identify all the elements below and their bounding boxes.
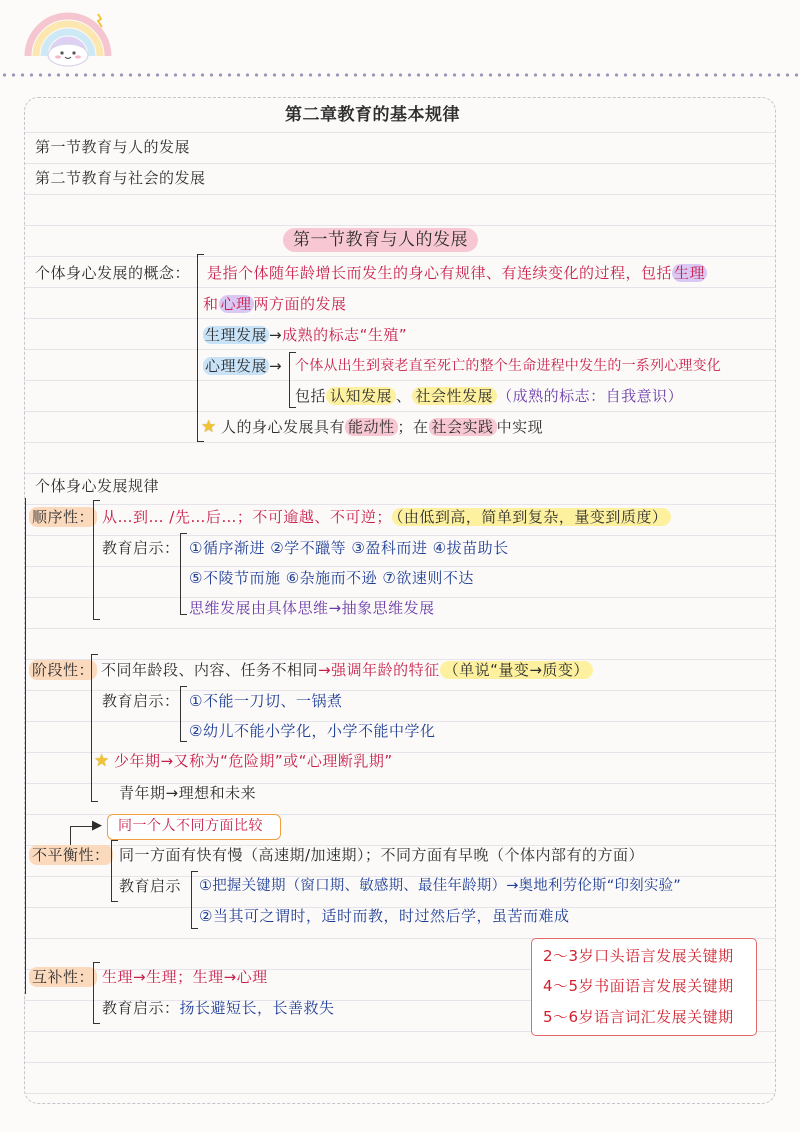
laws-heading: 个体身心发展规律 xyxy=(35,477,160,495)
stage-text: 不同年龄段、内容、任务不相同 xyxy=(101,661,319,679)
imbalance-callout-text: 同一个人不同方面比较 xyxy=(118,818,263,834)
sequential-edu-label: 教育启示： xyxy=(102,539,180,557)
page-title: 第二章教育的基本规律 xyxy=(285,105,460,125)
arrow: → xyxy=(269,326,283,344)
highlight-agency: 能动性 xyxy=(345,418,398,436)
sequential-edu-row2: ⑤不陵节而施 ⑥杂施而不逊 ⑦欲速则不达 xyxy=(189,569,474,587)
concept-line2-a: 和 xyxy=(203,295,219,313)
sequential-row xyxy=(102,507,671,527)
sequential-label: 顺序性： xyxy=(29,507,97,527)
sequential-edu-row3: 思维发展由具体思维→抽象思维发展 xyxy=(189,599,435,617)
sequential-bracket xyxy=(93,500,100,620)
stage-note: （单说“量变→质变） xyxy=(440,661,593,679)
highlight-social-practice: 社会实践 xyxy=(429,418,497,436)
critical-period-item: 4～5岁书面语言发展关键期 xyxy=(543,977,734,995)
highlight-psychology: 心理 xyxy=(220,295,252,313)
complementary-text: 生理→生理；生理→心理 xyxy=(102,968,268,986)
psych-line1: 个体从出生到衰老直至死亡的整个生命进程中发生的一系列心理变化 xyxy=(295,358,721,374)
toc-item: 第二节教育与社会的发展 xyxy=(35,169,206,187)
critical-period-item: 5～6岁语言词汇发展关键期 xyxy=(543,1008,734,1026)
callout-arrow: ▶ xyxy=(92,818,103,833)
maturity-note: （成熟的标志：自我意识） xyxy=(497,387,684,405)
complementary-bracket xyxy=(93,962,100,1024)
toc-item: 第一节教育与人的发展 xyxy=(35,138,191,156)
stage-emphasis: →强调年龄的特征 xyxy=(318,661,440,679)
imbalance-edu-bracket xyxy=(191,871,198,929)
agency-b: ；在 xyxy=(397,418,429,436)
highlight-social: 社会性发展 xyxy=(412,387,498,405)
imbalance-edu-label: 教育启示 xyxy=(119,877,182,895)
concept-line2 xyxy=(203,294,347,314)
psych-development-row xyxy=(203,356,282,376)
sequential-edu-row1: ①循序渐进 ②学不躐等 ③盈科而进 ④拔苗助长 xyxy=(189,539,509,557)
star-icon: ★ xyxy=(94,751,110,771)
imbalance-edu-row2: ②当其可之谓时，适时而教，时过然后学，虽苦而难成 xyxy=(199,907,570,925)
agency-c: 中实现 xyxy=(496,418,544,436)
stage-edu-row1: ①不能一刀切、一锅煮 xyxy=(189,692,343,710)
stage-label: 阶段性： xyxy=(29,660,97,680)
sequential-edu-bracket xyxy=(180,533,187,615)
callout-connector xyxy=(70,826,71,846)
complementary-edu-text: 扬长避短长，长善救失 xyxy=(179,999,335,1017)
star-icon: ★ xyxy=(201,417,217,437)
complementary-label: 互补性： xyxy=(29,967,97,987)
concept-line1 xyxy=(207,263,707,283)
psych-line2-a: 包括 xyxy=(295,387,327,405)
rainbow-cloud-icon xyxy=(18,6,118,68)
imbalance-label: 不平衡性： xyxy=(29,845,113,865)
dotted-divider xyxy=(0,72,800,78)
complementary-edu-label-text: 教育启示： xyxy=(102,999,180,1017)
imbalance-bracket xyxy=(111,840,118,902)
highlight-cognitive: 认知发展 xyxy=(326,387,396,405)
concept-line2-b: 两方面的发展 xyxy=(253,295,347,313)
complementary-edu-label xyxy=(102,998,335,1018)
imbalance-text: 同一方面有快有慢（高速期/加速期）；不同方面有早晚（个体内部有的方面） xyxy=(119,846,645,864)
stage-bracket xyxy=(91,654,98,802)
stage-edu-row2: ②幼儿不能小学化，小学不能中学化 xyxy=(189,722,436,740)
sep: 、 xyxy=(396,387,412,405)
concept-bracket xyxy=(197,254,204,442)
critical-period-item: 2～3岁口头语言发展关键期 xyxy=(543,947,734,965)
laws-spine xyxy=(25,498,26,994)
stage-adolescent: 青年期→理想和未来 xyxy=(119,784,257,802)
physical-development-text: 成熟的标志“生殖” xyxy=(282,326,408,344)
physical-development-label: 生理发展 xyxy=(205,326,268,344)
stage-edu-label: 教育启示： xyxy=(102,692,180,710)
sequential-note: （由低到高，简单到复杂，量变到质度） xyxy=(392,508,672,526)
agency-a: 人的身心发展具有 xyxy=(221,418,346,436)
imbalance-edu-row1: ①把握关键期（窗口期、敏感期、最佳年龄期）→奥地利劳伦斯“印刻实验” xyxy=(199,878,681,894)
psych-line2 xyxy=(295,386,683,406)
physical-development-row xyxy=(203,325,407,345)
highlight-physiology: 生理 xyxy=(674,264,706,282)
agency-line xyxy=(221,417,543,437)
psych-development-label: 心理发展 xyxy=(205,357,268,375)
arrow: → xyxy=(269,357,283,375)
stage-edu-bracket xyxy=(180,686,187,742)
concept-line1-text: 是指个体随年龄增长而发生的身心有规律、有连续变化的过程，包括 xyxy=(207,264,673,282)
concept-label: 个体身心发展的概念： xyxy=(35,264,191,282)
stage-row xyxy=(101,660,593,680)
sequential-text: 从…到… /先…后…；不可逾越、不可逆； xyxy=(102,508,392,526)
section-title: 第一节教育与人的发展 xyxy=(283,228,478,252)
stage-youth: 少年期→又称为“危险期”或“心理断乳期” xyxy=(114,752,393,770)
